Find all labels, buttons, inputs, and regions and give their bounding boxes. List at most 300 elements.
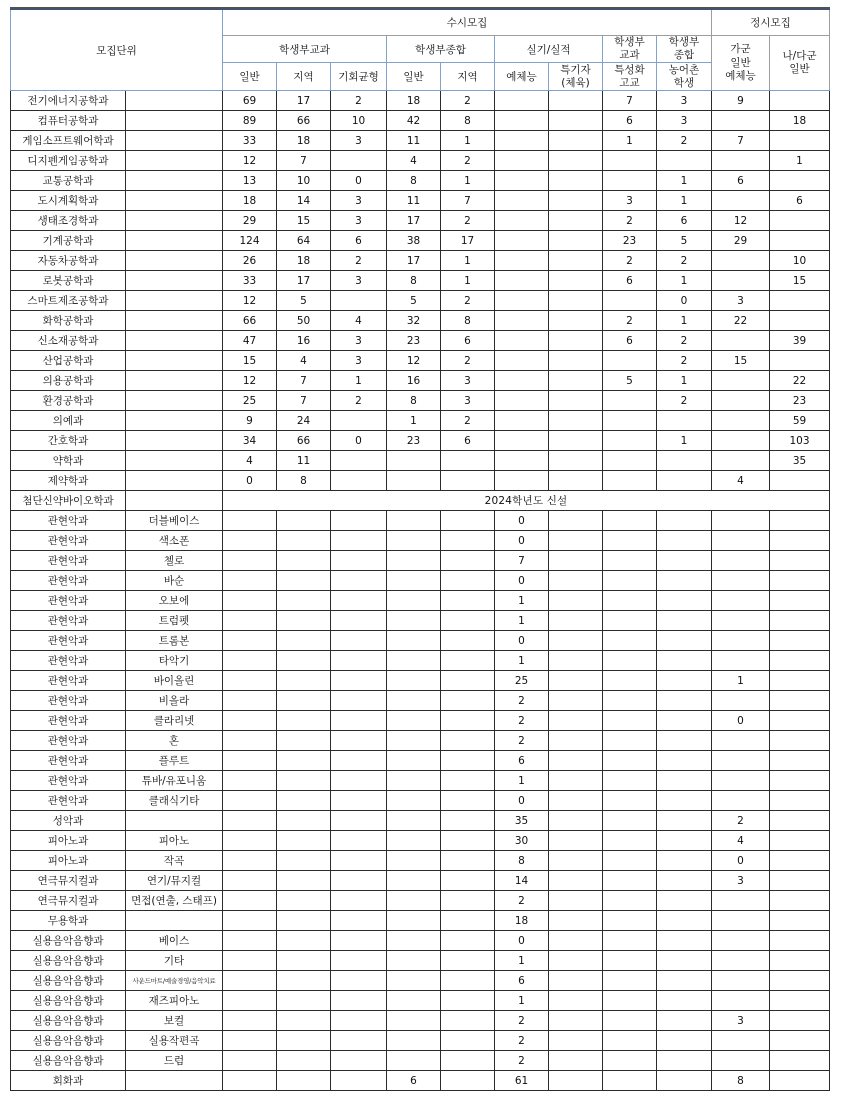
quota-cell [712,111,770,131]
quota-cell: 2 [331,91,387,111]
table-row [11,891,830,911]
quota-cell: 1 [495,591,549,611]
quota-cell [603,831,657,851]
new-dept-notice: 2024학년도 신설 [223,491,830,511]
quota-cell: 5 [277,291,331,311]
quota-cell: 7 [277,371,331,391]
quota-cell [387,471,441,491]
quota-cell [331,651,387,671]
sub-unit [126,291,223,311]
quota-cell: 18 [277,131,331,151]
quota-cell [712,571,770,591]
quota-cell: 25 [495,671,549,691]
quota-cell [549,371,603,391]
table-row [11,371,830,391]
quota-cell: 1 [441,251,495,271]
quota-cell [603,731,657,751]
sub-unit: 클라리넷 [126,711,223,731]
quota-cell: 0 [712,851,770,871]
header-line: 종합 [673,49,695,62]
quota-cell [441,911,495,931]
sub-unit [126,911,223,931]
quota-cell: 8 [712,1071,770,1091]
sub-unit [126,111,223,131]
quota-cell [223,671,277,691]
sub-unit [126,251,223,271]
sub-unit [126,331,223,351]
quota-cell: 1 [441,271,495,291]
dept-name: 관현악과 [11,671,126,691]
quota-cell [277,791,331,811]
quota-cell [223,811,277,831]
quota-cell: 2 [331,251,387,271]
quota-cell [331,951,387,971]
quota-cell: 1 [657,371,712,391]
quota-cell: 39 [770,331,830,351]
quota-cell [495,471,549,491]
quota-cell [657,831,712,851]
quota-cell [770,831,830,851]
quota-cell: 15 [770,271,830,291]
quota-cell [549,651,603,671]
quota-cell [603,811,657,831]
quota-cell [770,971,830,991]
quota-cell: 7 [277,151,331,171]
quota-cell: 17 [277,91,331,111]
table-row [11,911,830,931]
quota-cell [712,371,770,391]
quota-cell [549,811,603,831]
dept-name: 피아노과 [11,831,126,851]
quota-cell: 34 [223,431,277,451]
table-row [11,271,830,291]
sub-unit: 트럼펫 [126,611,223,631]
quota-cell [387,451,441,471]
quota-cell: 89 [223,111,277,131]
quota-cell [549,671,603,691]
sub-unit: 연기/뮤지컬 [126,871,223,891]
quota-cell: 0 [495,931,549,951]
quota-cell [712,931,770,951]
quota-cell [770,911,830,931]
quota-cell [657,471,712,491]
quota-cell [657,1051,712,1071]
header-jiyeok2: 지역 [441,63,495,91]
quota-cell: 18 [495,911,549,931]
quota-cell [331,151,387,171]
quota-cell [331,611,387,631]
table-row [11,91,830,111]
quota-cell [223,1031,277,1051]
dept-name: 실용음악음향과 [11,1031,126,1051]
header-gyogwa-special [603,36,657,63]
quota-cell [712,151,770,171]
quota-cell: 66 [223,311,277,331]
quota-cell: 1 [441,131,495,151]
quota-cell [603,151,657,171]
dept-name: 관현악과 [11,651,126,671]
table-row [11,1011,830,1031]
quota-cell [657,911,712,931]
quota-cell: 6 [712,171,770,191]
dept-name: 간호학과 [11,431,126,451]
table-row [11,311,830,331]
table-row [11,731,830,751]
quota-cell [441,1071,495,1091]
table-row [11,291,830,311]
quota-cell [770,211,830,231]
dept-name: 제약학과 [11,471,126,491]
quota-cell [712,191,770,211]
header-susi: 수시모집 [223,9,712,36]
quota-cell: 2 [495,731,549,751]
quota-cell: 33 [223,131,277,151]
dept-name: 실용음악음향과 [11,951,126,971]
table-row [11,331,830,351]
quota-cell: 3 [441,391,495,411]
quota-cell [223,951,277,971]
quota-cell [549,891,603,911]
quota-cell [331,1051,387,1071]
quota-cell [549,331,603,351]
quota-cell [549,871,603,891]
quota-cell [441,671,495,691]
quota-cell [277,1011,331,1031]
quota-cell [657,811,712,831]
quota-cell: 8 [441,111,495,131]
quota-cell [223,651,277,671]
quota-cell [549,791,603,811]
dept-name: 피아노과 [11,851,126,871]
quota-cell [331,711,387,731]
quota-cell [712,511,770,531]
quota-cell: 66 [277,111,331,131]
table-row [11,851,830,871]
table-row [11,691,830,711]
quota-cell [603,751,657,771]
quota-cell [603,991,657,1011]
quota-cell [603,711,657,731]
quota-cell: 1 [495,991,549,1011]
quota-cell [331,591,387,611]
quota-cell: 2 [441,291,495,311]
sub-unit [126,191,223,211]
quota-cell: 38 [387,231,441,251]
quota-cell [657,1031,712,1051]
sub-unit [126,211,223,231]
sub-unit: 재즈피아노 [126,991,223,1011]
quota-cell [770,1071,830,1091]
quota-cell [277,1071,331,1091]
quota-cell: 12 [223,371,277,391]
sub-unit [126,351,223,371]
quota-cell: 2 [495,891,549,911]
table-row [11,991,830,1011]
header-line: 특기자 [560,63,591,76]
quota-cell: 1 [495,651,549,671]
header-line: (체육) [561,76,590,89]
sub-unit [126,491,223,511]
quota-cell: 18 [277,251,331,271]
quota-cell [770,531,830,551]
quota-cell [549,751,603,771]
quota-cell [603,171,657,191]
quota-cell [223,971,277,991]
sub-unit: 더블베이스 [126,511,223,531]
quota-cell: 6 [495,971,549,991]
dept-name: 관현악과 [11,791,126,811]
dept-name: 화학공학과 [11,311,126,331]
quota-cell [331,1031,387,1051]
quota-cell: 1 [657,171,712,191]
quota-cell [603,611,657,631]
quota-cell [277,771,331,791]
sub-unit: 첼로 [126,551,223,571]
quota-cell [277,891,331,911]
quota-cell [549,731,603,751]
sub-unit [126,131,223,151]
quota-cell [603,951,657,971]
quota-cell: 15 [712,351,770,371]
quota-cell: 0 [495,631,549,651]
quota-cell [223,911,277,931]
quota-cell [331,851,387,871]
quota-cell [223,631,277,651]
dept-name: 도시계획학과 [11,191,126,211]
quota-cell [331,531,387,551]
sub-unit: 플루트 [126,751,223,771]
quota-cell [387,631,441,651]
quota-cell: 17 [387,211,441,231]
quota-cell [770,91,830,111]
header-gihoe: 기회균형 [331,63,387,91]
header-line: 가군 [730,43,751,56]
quota-cell: 10 [277,171,331,191]
sub-unit: 사운드마트/예술경영/음악치료 [126,971,223,991]
quota-cell [441,931,495,951]
quota-cell [549,131,603,151]
dept-name: 무용학과 [11,911,126,931]
quota-cell: 6 [387,1071,441,1091]
quota-cell [495,211,549,231]
table-row [11,591,830,611]
quota-cell: 2 [441,351,495,371]
quota-cell: 2 [441,211,495,231]
sub-unit: 클래식기타 [126,791,223,811]
sub-unit: 색소폰 [126,531,223,551]
dept-name: 의예과 [11,411,126,431]
quota-cell: 3 [712,1011,770,1031]
header-line: 학생부 [614,36,645,48]
table-row [11,791,830,811]
table-row [11,531,830,551]
dept-name: 실용음악음향과 [11,1011,126,1031]
quota-cell: 2 [441,151,495,171]
quota-cell [387,671,441,691]
quota-cell [331,291,387,311]
quota-cell [549,691,603,711]
header-yecheneung: 예체능 [495,63,549,91]
quota-cell [495,351,549,371]
quota-cell: 61 [495,1071,549,1091]
quota-cell [712,1051,770,1071]
header-jiyeok: 지역 [277,63,331,91]
quota-cell [549,151,603,171]
quota-cell [712,731,770,751]
quota-cell: 3 [331,351,387,371]
quota-cell [223,931,277,951]
quota-cell: 5 [387,291,441,311]
quota-cell [603,551,657,571]
quota-cell [549,1031,603,1051]
quota-cell: 2 [331,391,387,411]
quota-cell [387,891,441,911]
quota-cell [603,351,657,371]
dept-name: 스마트제조공학과 [11,291,126,311]
quota-cell [441,971,495,991]
quota-cell [223,571,277,591]
quota-cell [441,951,495,971]
quota-cell: 0 [712,711,770,731]
dept-name: 실용음악음향과 [11,991,126,1011]
quota-cell [495,271,549,291]
dept-name: 교통공학과 [11,171,126,191]
quota-cell [770,711,830,731]
quota-cell [441,451,495,471]
quota-cell [387,1011,441,1031]
dept-name: 게임소프트웨어학과 [11,131,126,151]
quota-cell [657,611,712,631]
quota-cell [223,711,277,731]
quota-cell: 2 [495,1011,549,1031]
quota-cell [549,471,603,491]
header-line: 일반 [730,56,751,69]
quota-cell [387,611,441,631]
quota-cell [387,831,441,851]
quota-cell [441,1031,495,1051]
quota-cell [712,651,770,671]
dept-name: 관현악과 [11,531,126,551]
quota-cell [331,551,387,571]
quota-cell [549,91,603,111]
dept-name: 신소재공학과 [11,331,126,351]
quota-cell: 11 [387,191,441,211]
quota-cell [495,311,549,331]
quota-cell: 23 [387,431,441,451]
quota-cell: 1 [657,431,712,451]
quota-cell [770,1011,830,1031]
quota-cell [331,1011,387,1031]
table-row [11,411,830,431]
header-nongeochon [657,63,712,91]
quota-cell [277,611,331,631]
quota-cell [712,451,770,471]
table-row [11,251,830,271]
quota-cell [549,451,603,471]
quota-cell [495,451,549,471]
quota-cell [549,551,603,571]
dept-name: 관현악과 [11,771,126,791]
table-row [11,191,830,211]
quota-cell: 6 [441,431,495,451]
dept-name: 관현악과 [11,691,126,711]
quota-cell: 1 [441,171,495,191]
quota-cell: 3 [712,871,770,891]
quota-cell: 3 [331,191,387,211]
quota-cell: 8 [495,851,549,871]
quota-cell [549,251,603,271]
quota-cell: 6 [441,331,495,351]
quota-cell [331,891,387,911]
quota-cell [331,471,387,491]
header-silgi: 실기/실적 [495,36,603,63]
quota-cell [223,791,277,811]
quota-cell [657,411,712,431]
quota-cell: 12 [223,151,277,171]
quota-cell [712,331,770,351]
dept-name: 관현악과 [11,571,126,591]
quota-cell [331,871,387,891]
quota-cell [712,631,770,651]
header-nadagun [770,36,830,91]
quota-cell [712,791,770,811]
quota-cell [277,931,331,951]
quota-cell [657,731,712,751]
quota-cell: 3 [331,211,387,231]
admission-quota-table [10,7,830,1091]
quota-cell [495,251,549,271]
quota-cell: 1 [331,371,387,391]
quota-cell: 0 [495,531,549,551]
quota-cell [712,771,770,791]
quota-cell [603,871,657,891]
quota-cell: 8 [277,471,331,491]
quota-cell [549,231,603,251]
quota-cell: 17 [387,251,441,271]
header-gagun [712,36,770,91]
quota-cell [441,851,495,871]
quota-cell [495,431,549,451]
quota-cell [549,591,603,611]
quota-cell: 2 [712,811,770,831]
quota-cell [549,931,603,951]
quota-cell [603,291,657,311]
quota-cell: 7 [441,191,495,211]
quota-cell: 15 [277,211,331,231]
quota-cell [549,291,603,311]
sub-unit [126,151,223,171]
quota-cell [770,351,830,371]
quota-cell [277,831,331,851]
quota-cell: 0 [657,291,712,311]
quota-cell [657,451,712,471]
quota-cell: 8 [441,311,495,331]
dept-name: 관현악과 [11,631,126,651]
quota-cell [331,631,387,651]
table-header [11,9,830,91]
quota-cell [657,931,712,951]
quota-cell: 6 [603,271,657,291]
quota-cell [441,731,495,751]
quota-cell: 2 [495,691,549,711]
quota-cell [657,791,712,811]
quota-cell [603,471,657,491]
quota-cell [223,751,277,771]
quota-cell [441,471,495,491]
quota-cell: 4 [387,151,441,171]
header-teukgija [549,63,603,91]
dept-name: 관현악과 [11,731,126,751]
